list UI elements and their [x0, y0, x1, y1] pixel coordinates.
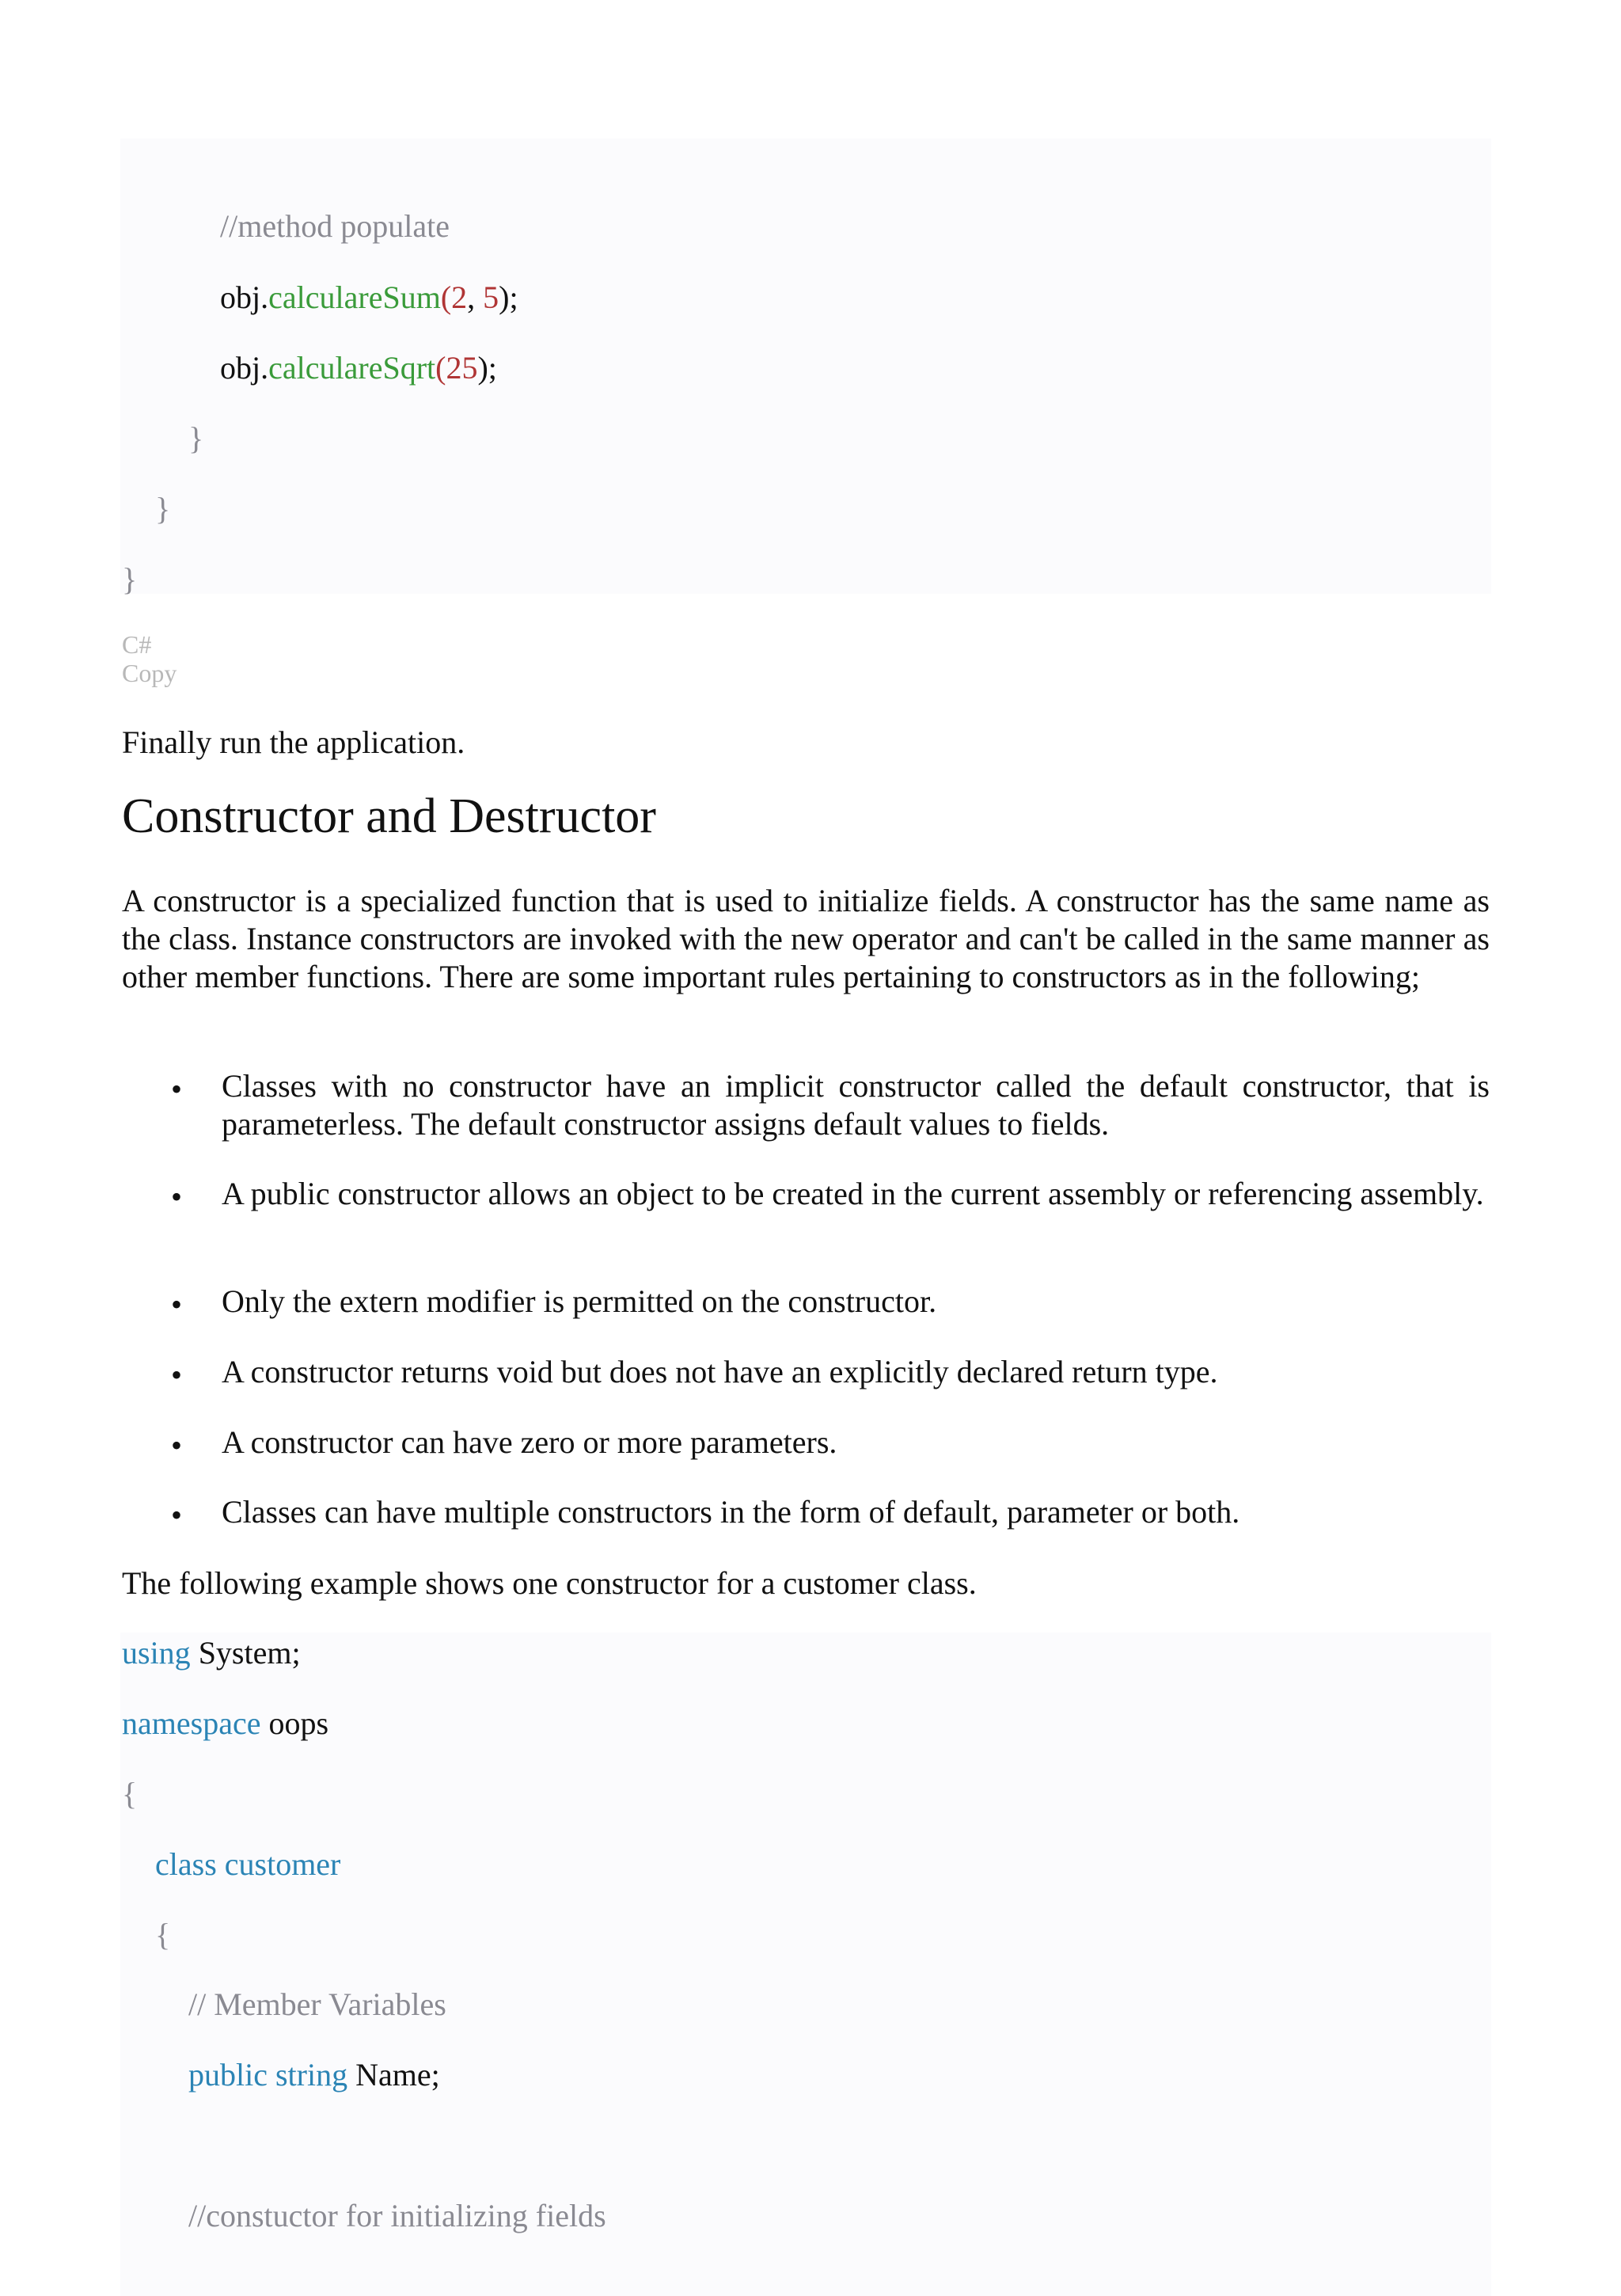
bullet-icon: •: [171, 1287, 183, 1322]
code-line: [155, 490, 170, 528]
copy-button[interactable]: Copy: [122, 659, 177, 687]
code-line: [155, 1846, 340, 1884]
code-token: 25: [446, 350, 478, 386]
bullet-icon: •: [171, 1071, 183, 1107]
code-line: [122, 1634, 301, 1672]
section-heading: Constructor and Destructor: [122, 789, 656, 843]
code-token: obj.: [220, 279, 269, 315]
code-token: obj.: [220, 350, 269, 386]
code-token: oops: [260, 1705, 329, 1741]
code-token: 5: [483, 279, 499, 315]
list-item: Classes can have multiple constructors in the form of default, parameter or both.: [222, 1494, 1240, 1530]
code-token: calculareSqrt: [268, 350, 436, 386]
code-token: }: [188, 420, 204, 456]
code-line: [122, 1775, 137, 1813]
section-paragraph: A constructor is a specialized function that is used to initialize fields. A constructor has the same name as the class. Instance constructors are invoked with the new operator and can't be called in the same manner as other member functions. There are some important rules pertaining to constructors as in the following;: [122, 883, 1490, 994]
code-token: System;: [190, 1635, 301, 1671]
code-token: (: [435, 350, 446, 386]
code-token: string: [275, 2057, 348, 2093]
code-token: );: [499, 279, 518, 315]
code-token: }: [155, 491, 171, 526]
list-item: A constructor returns void but does not have an explicitly declared return type.: [222, 1354, 1218, 1389]
code-token: 2: [451, 279, 468, 315]
bullet-icon: •: [171, 1179, 183, 1215]
code-token: {: [155, 1917, 171, 1952]
list-item: Classes with no constructor have an implicit constructor called the default constructor, that is parameterless. The default constructor assigns default values to fields.: [222, 1068, 1490, 1142]
code-token: }: [122, 561, 138, 597]
code-token: // Member Variables: [188, 1986, 446, 2022]
code-token: using: [122, 1635, 191, 1671]
code-token: [268, 2057, 275, 2093]
code-token: class customer: [155, 1846, 341, 1882]
list-item: A public constructor allows an object to be created in the current assembly or referencing assembly.: [222, 1176, 1484, 1211]
code-language-label: C#: [122, 630, 152, 659]
code-line: [122, 561, 137, 599]
list-item: Only the extern modifier is permitted on the constructor.: [222, 1283, 937, 1319]
bullet-icon: •: [171, 1357, 183, 1393]
code-token: //constuctor for initializing fields: [188, 2198, 606, 2233]
code-token: {: [122, 1776, 138, 1811]
code-line: [188, 1986, 446, 2024]
code-line: [122, 1705, 328, 1743]
code-token: ,: [467, 279, 484, 315]
intro-paragraph: Finally run the application.: [122, 724, 465, 760]
code-line: [188, 2056, 440, 2094]
code-line: [220, 207, 450, 245]
code-token: public: [188, 2057, 268, 2093]
bullet-icon: •: [171, 1497, 183, 1533]
code-line: [220, 349, 497, 387]
code-token: namespace: [122, 1705, 261, 1741]
code-token: Name;: [347, 2057, 440, 2093]
code-token: (: [440, 279, 452, 315]
code-line: [155, 1916, 170, 1954]
code-token: );: [477, 350, 497, 386]
list-item: A constructor can have zero or more parameters.: [222, 1424, 837, 1460]
code-line: [220, 279, 518, 317]
bullet-icon: •: [171, 1427, 183, 1463]
code-token: calculareSum: [268, 279, 441, 315]
example-intro: The following example shows one constructor for a customer class.: [122, 1565, 977, 1601]
code-line: [188, 420, 203, 458]
code-token: //method populate: [220, 208, 450, 244]
code-line: [188, 2197, 606, 2235]
